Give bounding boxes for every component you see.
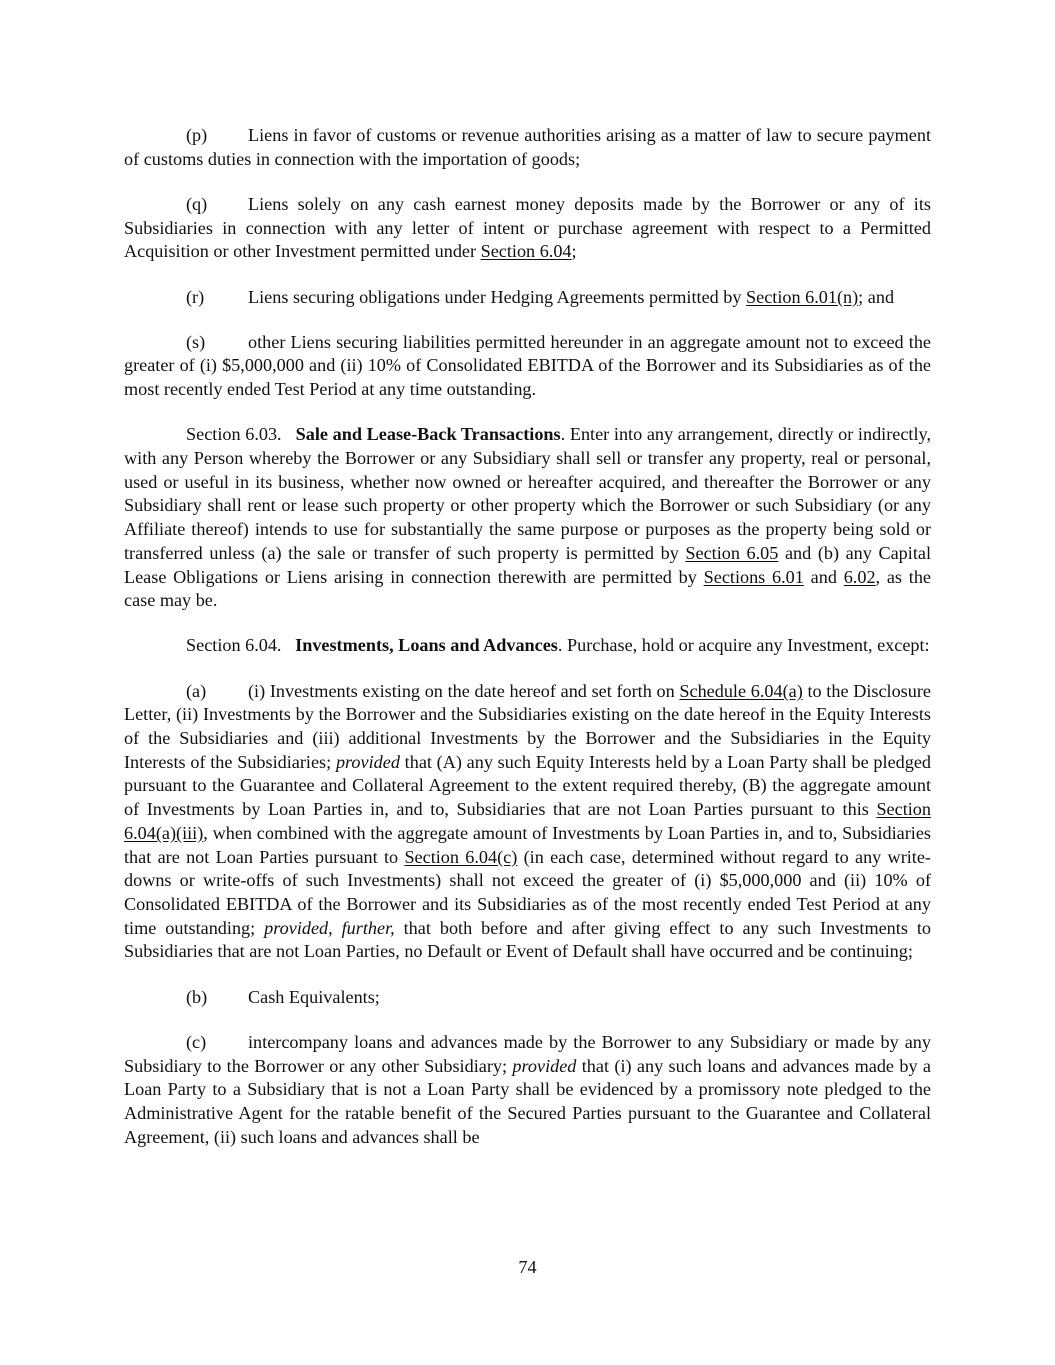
section-number: Section 6.04. bbox=[186, 635, 282, 656]
clause-label: (c) bbox=[186, 1031, 207, 1052]
section-reference: Section 6.04(a)(iii) bbox=[124, 799, 931, 843]
clause-text: other Liens securing liabilities permitted hereunder in an aggregate amount not to exceed the greater of (i) $5,000,000 and (ii) 10% of Consolidated EBITDA of the Borrower and its Subsidiaries as of the most recently ended Test Period at any time outstanding. bbox=[124, 331, 931, 400]
section-reference: Section 6.05 bbox=[685, 542, 779, 563]
clause-text: intercompany loans and advances made by the Borrower to any Subsidiary or made by any Subsidiary to the Borrower or any other Subsidiary; bbox=[124, 1031, 931, 1076]
emphasis: provided, further, bbox=[264, 917, 395, 938]
clause-label: (a) bbox=[186, 680, 207, 701]
section-text: , as the case may be. bbox=[124, 566, 932, 611]
emphasis: provided bbox=[335, 751, 400, 772]
emphasis: provided bbox=[512, 1055, 577, 1076]
section-number: Section 6.03. bbox=[186, 424, 282, 445]
clause-text: to the Disclosure Letter, (ii) Investments by the Borrower and the Subsidiaries existing on the date hereof in the Equity Interests of the Subsidiaries and (iii) additional Investments by the Borrower and the Subsidiaries in the Equity Interests of the Subsidiaries; bbox=[124, 680, 931, 772]
section-text: and bbox=[803, 566, 844, 587]
section-reference: Sections 6.01 bbox=[703, 566, 804, 587]
clause-text: Liens securing obligations under Hedging Agreements permitted by bbox=[248, 286, 747, 307]
item-b bbox=[124, 986, 931, 1010]
clause-label: (s) bbox=[186, 331, 206, 352]
clause-p bbox=[124, 124, 931, 171]
clause-label: (r) bbox=[186, 286, 205, 307]
clause-text: that (A) any such Equity Interests held by a Loan Party shall be pledged pursuant to the Guarantee and Collateral Agreement to the extent required thereby, (B) the aggregate amount of Investments by Loan Parties in, and to, Subsidiaries that are not Loan Parties pursuant to this bbox=[124, 751, 932, 820]
section-heading: Investments, Loans and Advances bbox=[295, 635, 558, 656]
section-6-04 bbox=[124, 634, 931, 658]
clause-r bbox=[124, 286, 931, 310]
clause-label: (p) bbox=[186, 125, 208, 145]
section-reference: Section 6.01(n) bbox=[746, 286, 859, 307]
section-reference: Section 6.04 bbox=[480, 241, 572, 262]
clause-text: (in each case, determined without regard to any write-downs or write-offs of such Investments) shall not exceed the greater of (i) $5,000,000 and (ii) 10% of Consolidated EBITDA of the Borrower and its Subsidiaries as of the most recently ended Test Period at any time outstanding; bbox=[124, 846, 931, 938]
clause-q bbox=[124, 193, 931, 264]
section-reference: Section 6.04(c) bbox=[404, 846, 518, 867]
clause-text: that (i) any such loans and advances made by a Loan Party to a Subsidiary that is not a Loan Party shall be evidenced by a promissory note pledged to the Administrative Agent for the ratable benefit of the Secured Parties pursuant to the Guarantee and Collateral Agreement, (ii) such loans and advances shall be bbox=[124, 1055, 931, 1147]
section-heading: Sale and Lease-Back Transactions bbox=[295, 424, 561, 445]
clause-text: ; bbox=[571, 241, 577, 262]
clause-text: Cash Equivalents; bbox=[248, 986, 380, 1007]
section-text: and (b) any Capital Lease Obligations or Liens arising in connection therewith are permitted by bbox=[124, 542, 931, 587]
clause-text: Liens in favor of customs or revenue authorities arising as a matter of law to secure payment of customs duties in connection with the importation of goods; bbox=[124, 125, 931, 169]
page-number: 74 bbox=[518, 1257, 537, 1277]
clause-text: (i) Investments existing on the date hereof and set forth on bbox=[248, 680, 680, 701]
clause-text: that both before and after giving effect to any such Investments to Subsidiaries that are not Loan Parties, no Default or Event of Default shall have occurred and be continuing; bbox=[124, 917, 931, 962]
clause-label: (q) bbox=[186, 193, 208, 214]
section-reference: Schedule 6.04(a) bbox=[679, 680, 803, 701]
clause-label: (b) bbox=[186, 986, 208, 1007]
section-text: . Enter into any arrangement, directly or indirectly, with any Person whereby the Borrower or any Subsidiary shall sell or transfer any property, real or personal, used or useful in its business, whether now owned or hereafter acquired, and thereafter the Borrower or any Subsidiary shall rent or lease such property or other property which the Borrower or such Subsidiary (or any Affiliate thereof) intends to use for substantially the same purpose or purposes as the property being sold or transferred unless (a) the sale or transfer of such property is permitted by bbox=[124, 424, 931, 563]
section-6-03 bbox=[124, 423, 931, 613]
clause-text: ; and bbox=[858, 286, 895, 307]
item-c bbox=[124, 1031, 931, 1150]
item-a bbox=[124, 680, 931, 964]
section-text: . Purchase, hold or acquire any Investment, except: bbox=[557, 635, 930, 656]
document-page bbox=[124, 124, 931, 1171]
section-reference: 6.02 bbox=[843, 566, 876, 587]
clause-s bbox=[124, 331, 931, 402]
clause-text: , when combined with the aggregate amount of Investments by Loan Parties in, and to, Subsidiaries that are not Loan Parties pursuant to bbox=[124, 822, 931, 867]
clause-text: Liens solely on any cash earnest money deposits made by the Borrower or any of its Subsidiaries in connection with any letter of intent or purchase agreement with respect to a Permitted Acquisition or other Investment permitted under bbox=[124, 193, 931, 262]
